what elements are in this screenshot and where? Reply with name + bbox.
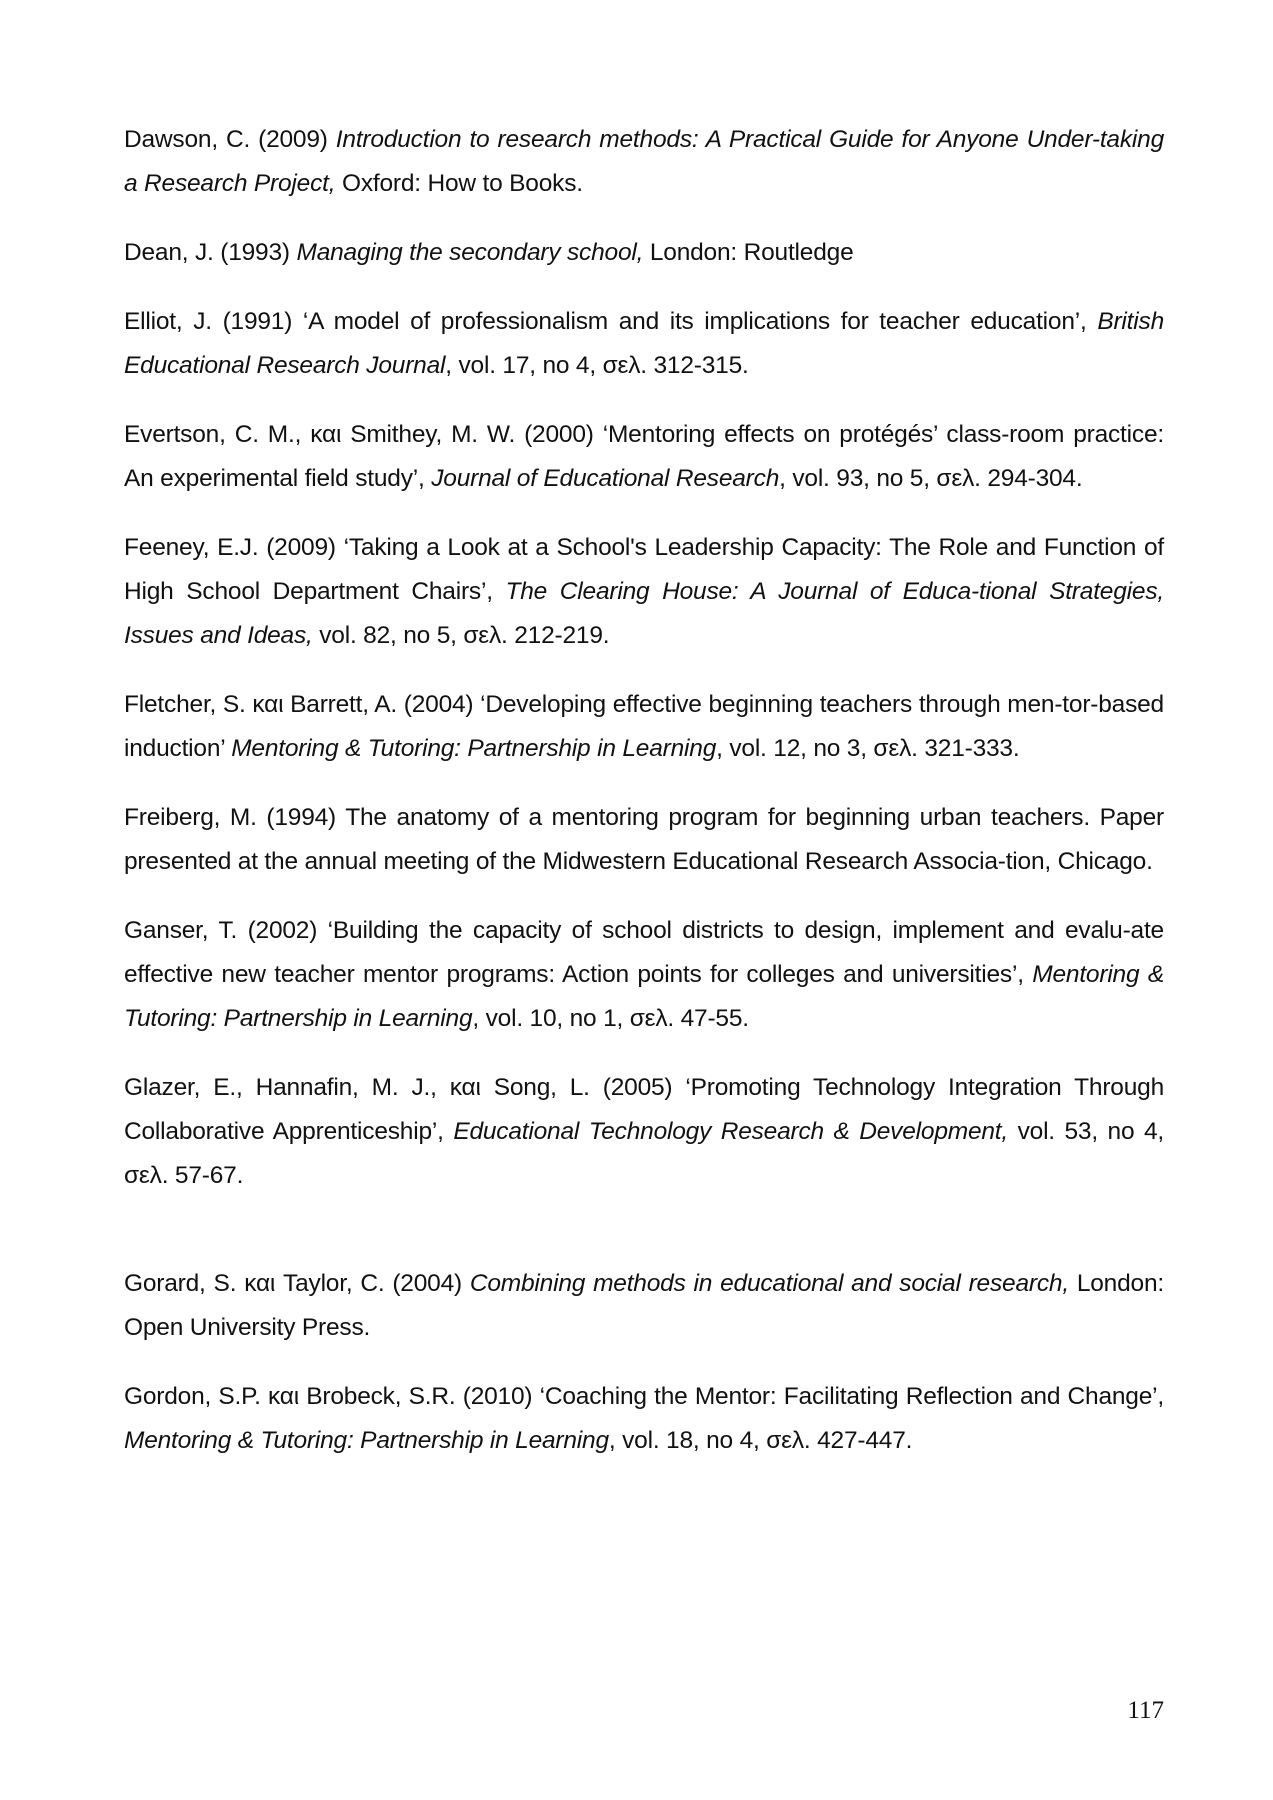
reference-entry bbox=[124, 796, 1164, 884]
reference-entry bbox=[124, 1375, 1164, 1463]
reference-title: The Clearing House: A Journal of Educa-tional Strategies, Issues and Ideas, bbox=[124, 578, 1164, 649]
reference-entry bbox=[124, 1066, 1164, 1198]
reference-text: Fletcher, S. και Barrett, A. (2004) ‘Developing effective beginning teachers through men-tor-based induction’ bbox=[124, 691, 1164, 762]
reference-text: Evertson, C. M., και Smithey, M. W. (2000) ‘Mentoring effects on protégés’ class-room practice: An experimental field study’, bbox=[124, 421, 1164, 492]
reference-title: Combining methods in educational and social research, bbox=[469, 1270, 1069, 1297]
reference-text: Freiberg, M. (1994) The anatomy of a mentoring program for beginning urban teachers. Paper presented at the annual meeting of the Midwestern Educational Research Associa-tion, Chicago. bbox=[124, 804, 1164, 875]
reference-text: Elliot, J. (1991) ‘A model of professionalism and its implications for teacher education’, bbox=[124, 308, 1098, 335]
reference-title: Educational Technology Research & Development, bbox=[453, 1118, 1009, 1145]
reference-title: Managing the secondary school, bbox=[296, 239, 644, 266]
reference-source: , vol. 18, no 4, σελ. 427-447. bbox=[608, 1427, 913, 1454]
reference-text: Gorard, S. και Taylor, C. (2004) bbox=[124, 1270, 470, 1297]
reference-text: Feeney, E.J. (2009) ‘Taking a Look at a School's Leadership Capacity: The Role and Function of High School Department Chairs’, bbox=[124, 534, 1164, 605]
reference-title: British Educational Research Journal bbox=[124, 308, 1164, 379]
reference-entry bbox=[124, 300, 1164, 388]
reference-title: Mentoring & Tutoring: Partnership in Learning bbox=[124, 1427, 609, 1454]
reference-text: Dean, J. (1993) bbox=[124, 239, 297, 266]
reference-text: Dawson, C. (2009) bbox=[124, 126, 336, 153]
reference-source: , vol. 10, no 1, σελ. 47-55. bbox=[472, 1005, 749, 1032]
reference-entry bbox=[124, 1262, 1164, 1350]
reference-source: , vol. 93, no 5, σελ. 294-304. bbox=[779, 465, 1083, 492]
reference-text: Glazer, E., Hannafin, M. J., και Song, L. (2005) ‘Promoting Technology Integration Through Collaborative Apprenticeship’, bbox=[124, 1074, 1164, 1145]
reference-entry bbox=[124, 683, 1164, 771]
reference-text: Gordon, S.P. και Brobeck, S.R. (2010) ‘Coaching the Mentor: Facilitating Reflection and Change’, bbox=[124, 1383, 1164, 1410]
reference-source: London: Routledge bbox=[643, 239, 854, 266]
reference-title: Introduction to research methods: A Practical Guide for Anyone Under-taking a Research Project, bbox=[124, 126, 1164, 197]
reference-title: Journal of Educational Research bbox=[431, 465, 780, 492]
reference-source: , vol. 17, no 4, σελ. 312-315. bbox=[445, 352, 749, 379]
reference-title: Mentoring & Tutoring: Partnership in Learning bbox=[231, 735, 717, 762]
reference-list bbox=[124, 118, 1164, 1488]
reference-entry bbox=[124, 118, 1164, 206]
reference-source: Oxford: How to Books. bbox=[335, 170, 583, 197]
reference-entry bbox=[124, 909, 1164, 1041]
reference-title: Mentoring & Tutoring: Partnership in Learning bbox=[124, 961, 1164, 1032]
reference-entry bbox=[124, 413, 1164, 501]
reference-entry bbox=[124, 526, 1164, 658]
reference-source: vol. 53, no 4, σελ. 57-67. bbox=[124, 1118, 1164, 1189]
reference-text: Ganser, T. (2002) ‘Building the capacity of school districts to design, implement and evalu-ate effective new teacher mentor programs: Action points for colleges and universities’, bbox=[124, 917, 1164, 988]
reference-entry bbox=[124, 231, 1164, 275]
reference-source: vol. 82, no 5, σελ. 212-219. bbox=[312, 622, 610, 649]
page-number: 117 bbox=[1127, 1697, 1164, 1724]
reference-source: London: Open University Press. bbox=[124, 1270, 1164, 1341]
reference-source: , vol. 12, no 3, σελ. 321-333. bbox=[716, 735, 1020, 762]
